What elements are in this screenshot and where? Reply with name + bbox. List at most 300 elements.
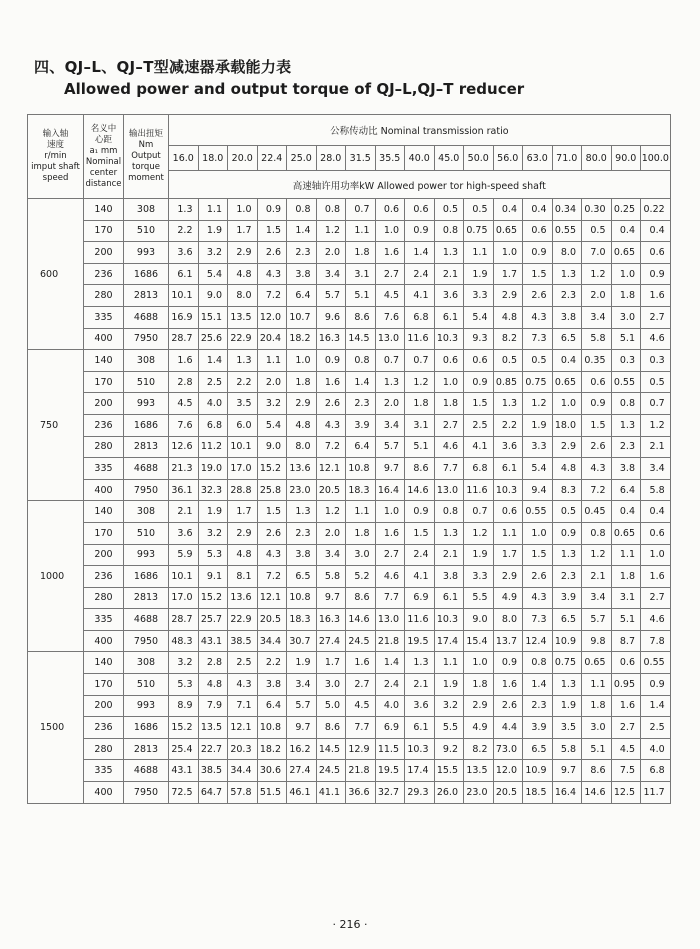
- power-value-cell: 1.2: [405, 371, 435, 393]
- power-value-cell: 1.4: [641, 695, 671, 717]
- power-value-cell: 5.5: [464, 587, 494, 609]
- center-distance-cell: 140: [84, 501, 124, 523]
- power-value-cell: 41.1: [316, 782, 346, 804]
- power-value-cell: 16.3: [316, 609, 346, 631]
- power-value-cell: 0.8: [434, 501, 464, 523]
- input-speed-cell: 1500: [28, 652, 84, 803]
- power-value-cell: 0.9: [523, 242, 553, 264]
- output-torque-cell: 993: [124, 695, 169, 717]
- power-value-cell: 11.6: [464, 479, 494, 501]
- power-value-cell: 12.1: [228, 717, 258, 739]
- power-value-cell: 51.5: [257, 782, 287, 804]
- power-value-cell: 2.3: [346, 393, 376, 415]
- power-value-cell: 5.4: [257, 414, 287, 436]
- power-value-cell: 1.5: [464, 393, 494, 415]
- power-value-cell: 0.8: [523, 652, 553, 674]
- table-row: [28, 717, 671, 739]
- power-value-cell: 4.1: [405, 566, 435, 588]
- power-value-cell: 10.8: [287, 587, 317, 609]
- power-value-cell: 0.9: [405, 220, 435, 242]
- power-value-cell: 13.5: [198, 717, 228, 739]
- power-value-cell: 10.3: [493, 479, 523, 501]
- power-value-cell: 36.6: [346, 782, 376, 804]
- center-distance-cell: 140: [84, 350, 124, 372]
- power-value-cell: 1.0: [611, 263, 641, 285]
- output-torque-cell: 4688: [124, 458, 169, 480]
- power-value-cell: 1.6: [611, 695, 641, 717]
- ratio-cell: 56.0: [493, 146, 523, 171]
- power-value-cell: 18.0: [552, 414, 582, 436]
- power-value-cell: 0.5: [464, 199, 494, 221]
- power-value-cell: 4.8: [228, 544, 258, 566]
- power-value-cell: 1.6: [346, 652, 376, 674]
- power-value-cell: 28.7: [169, 328, 199, 350]
- power-value-cell: 3.8: [434, 566, 464, 588]
- power-value-cell: 1.4: [405, 242, 435, 264]
- output-torque-cell: 308: [124, 652, 169, 674]
- power-value-cell: 4.8: [228, 263, 258, 285]
- power-value-cell: 1.5: [523, 263, 553, 285]
- table-row: [28, 199, 671, 221]
- power-value-cell: 1.3: [552, 263, 582, 285]
- power-value-cell: 2.1: [641, 436, 671, 458]
- header-speed: [28, 115, 84, 199]
- power-value-cell: 6.9: [405, 587, 435, 609]
- power-value-cell: 1.0: [464, 652, 494, 674]
- power-value-cell: 16.4: [552, 782, 582, 804]
- center-distance-cell: 200: [84, 242, 124, 264]
- power-value-cell: 3.6: [169, 242, 199, 264]
- power-value-cell: 0.65: [582, 652, 612, 674]
- power-value-cell: 0.7: [405, 350, 435, 372]
- power-value-cell: 38.5: [198, 760, 228, 782]
- power-value-cell: 1.9: [552, 695, 582, 717]
- power-value-cell: 43.1: [169, 760, 199, 782]
- power-value-cell: 0.7: [375, 350, 405, 372]
- power-value-cell: 7.2: [582, 479, 612, 501]
- power-value-cell: 1.6: [169, 350, 199, 372]
- power-value-cell: 2.0: [257, 371, 287, 393]
- center-distance-cell: 236: [84, 717, 124, 739]
- table-row: [28, 544, 671, 566]
- power-value-cell: 5.2: [346, 566, 376, 588]
- power-value-cell: 5.1: [611, 609, 641, 631]
- power-value-cell: 7.3: [523, 328, 553, 350]
- table-row: [28, 630, 671, 652]
- power-value-cell: 1.1: [434, 652, 464, 674]
- power-value-cell: 12.6: [169, 436, 199, 458]
- power-value-cell: 4.0: [641, 738, 671, 760]
- power-value-cell: 3.5: [552, 717, 582, 739]
- power-value-cell: 3.8: [287, 263, 317, 285]
- power-value-cell: 1.8: [405, 393, 435, 415]
- power-value-cell: 1.9: [464, 263, 494, 285]
- center-distance-cell: 400: [84, 328, 124, 350]
- power-value-cell: 10.9: [552, 630, 582, 652]
- power-value-cell: 1.9: [434, 674, 464, 696]
- power-value-cell: 6.5: [552, 328, 582, 350]
- power-value-cell: 7.2: [257, 566, 287, 588]
- power-value-cell: 30.6: [257, 760, 287, 782]
- table-row: [28, 371, 671, 393]
- power-value-cell: 9.4: [523, 479, 553, 501]
- power-value-cell: 2.7: [375, 544, 405, 566]
- power-value-cell: 0.8: [582, 522, 612, 544]
- center-distance-cell: 335: [84, 760, 124, 782]
- output-torque-cell: 1686: [124, 717, 169, 739]
- power-value-cell: 20.5: [316, 479, 346, 501]
- center-distance-cell: 170: [84, 371, 124, 393]
- table-row: [28, 522, 671, 544]
- power-value-cell: 0.5: [493, 350, 523, 372]
- power-value-cell: 1.3: [169, 199, 199, 221]
- power-value-cell: 73.0: [493, 738, 523, 760]
- ratio-cell: 22.4: [257, 146, 287, 171]
- power-value-cell: 3.1: [405, 414, 435, 436]
- power-value-cell: 0.8: [434, 220, 464, 242]
- power-value-cell: 4.3: [257, 544, 287, 566]
- power-value-cell: 1.8: [582, 695, 612, 717]
- power-value-cell: 0.65: [493, 220, 523, 242]
- power-value-cell: 2.6: [582, 436, 612, 458]
- power-value-cell: 1.5: [405, 522, 435, 544]
- power-value-cell: 2.3: [287, 522, 317, 544]
- power-value-cell: 0.75: [552, 652, 582, 674]
- power-value-cell: 6.5: [523, 738, 553, 760]
- power-value-cell: 18.3: [287, 609, 317, 631]
- power-value-cell: 7.5: [611, 760, 641, 782]
- power-value-cell: 13.7: [493, 630, 523, 652]
- power-value-cell: 5.5: [434, 717, 464, 739]
- output-torque-cell: 1686: [124, 566, 169, 588]
- power-value-cell: 32.3: [198, 479, 228, 501]
- output-torque-cell: 993: [124, 544, 169, 566]
- center-distance-cell: 335: [84, 458, 124, 480]
- power-value-cell: 2.4: [375, 674, 405, 696]
- header-distance-line: 心距: [94, 134, 112, 145]
- power-value-cell: 0.4: [552, 350, 582, 372]
- center-distance-cell: 280: [84, 285, 124, 307]
- output-torque-cell: 4688: [124, 306, 169, 328]
- table-row: [28, 285, 671, 307]
- power-value-cell: 1.3: [493, 393, 523, 415]
- power-value-cell: 8.0: [493, 609, 523, 631]
- power-value-cell: 10.3: [434, 328, 464, 350]
- ratio-cell: 28.0: [316, 146, 346, 171]
- power-value-cell: 1.0: [493, 242, 523, 264]
- header-speed-line: 输入轴: [42, 129, 69, 139]
- power-value-cell: 1.3: [611, 414, 641, 436]
- power-value-cell: 20.5: [493, 782, 523, 804]
- power-value-cell: 5.0: [316, 695, 346, 717]
- power-value-cell: 9.7: [552, 760, 582, 782]
- power-value-cell: 7.7: [434, 458, 464, 480]
- power-value-cell: 9.8: [582, 630, 612, 652]
- power-value-cell: 0.6: [434, 350, 464, 372]
- table-row: [28, 306, 671, 328]
- header-distance-line: Nominal: [85, 156, 122, 167]
- power-value-cell: 2.1: [169, 501, 199, 523]
- power-value-cell: 10.8: [257, 717, 287, 739]
- power-value-cell: 4.1: [464, 436, 494, 458]
- center-distance-cell: 200: [84, 544, 124, 566]
- power-value-cell: 3.4: [641, 458, 671, 480]
- power-value-cell: 2.0: [316, 522, 346, 544]
- header-torque-line: moment: [128, 173, 164, 183]
- power-value-cell: 0.55: [641, 652, 671, 674]
- power-value-cell: 1.5: [257, 220, 287, 242]
- power-value-cell: 3.4: [375, 414, 405, 436]
- power-value-cell: 1.7: [228, 501, 258, 523]
- power-value-cell: 0.3: [641, 350, 671, 372]
- power-value-cell: 1.9: [523, 414, 553, 436]
- power-value-cell: 2.4: [405, 544, 435, 566]
- power-value-cell: 16.2: [287, 738, 317, 760]
- power-value-cell: 3.0: [611, 306, 641, 328]
- output-torque-cell: 2813: [124, 285, 169, 307]
- power-value-cell: 6.1: [169, 263, 199, 285]
- power-value-cell: 1.8: [346, 522, 376, 544]
- power-value-cell: 17.0: [169, 587, 199, 609]
- power-value-cell: 16.3: [316, 328, 346, 350]
- power-value-cell: 7.7: [346, 717, 376, 739]
- power-value-cell: 8.0: [287, 436, 317, 458]
- power-value-cell: 2.7: [434, 414, 464, 436]
- power-value-cell: 15.2: [169, 717, 199, 739]
- output-torque-cell: 308: [124, 501, 169, 523]
- power-value-cell: 18.5: [523, 782, 553, 804]
- power-value-cell: 2.9: [228, 522, 258, 544]
- power-value-cell: 4.3: [228, 674, 258, 696]
- power-value-cell: 0.6: [375, 199, 405, 221]
- power-value-cell: 1.5: [582, 414, 612, 436]
- table-row: [28, 566, 671, 588]
- power-value-cell: 6.8: [641, 760, 671, 782]
- power-value-cell: 3.2: [257, 393, 287, 415]
- header-torque: [124, 115, 169, 199]
- table-row: [28, 393, 671, 415]
- power-value-cell: 9.2: [434, 738, 464, 760]
- power-value-cell: 1.0: [434, 371, 464, 393]
- power-value-cell: 8.6: [405, 458, 435, 480]
- power-value-cell: 0.8: [611, 393, 641, 415]
- power-value-cell: 3.0: [582, 717, 612, 739]
- power-value-cell: 2.1: [434, 544, 464, 566]
- power-value-cell: 1.2: [464, 522, 494, 544]
- power-value-cell: 1.3: [287, 501, 317, 523]
- power-value-cell: 6.4: [346, 436, 376, 458]
- power-value-cell: 1.2: [582, 544, 612, 566]
- power-value-cell: 4.0: [375, 695, 405, 717]
- power-value-cell: 2.9: [493, 285, 523, 307]
- ratio-cell: 16.0: [169, 146, 199, 171]
- power-value-cell: 0.8: [346, 350, 376, 372]
- power-value-cell: 2.0: [375, 393, 405, 415]
- power-value-cell: 1.6: [375, 242, 405, 264]
- power-value-cell: 13.6: [287, 458, 317, 480]
- power-value-cell: 0.65: [611, 522, 641, 544]
- power-value-cell: 1.7: [228, 220, 258, 242]
- power-value-cell: 24.5: [346, 630, 376, 652]
- power-value-cell: 1.1: [493, 522, 523, 544]
- power-value-cell: 9.6: [316, 306, 346, 328]
- power-value-cell: 20.4: [257, 328, 287, 350]
- power-value-cell: 5.3: [169, 674, 199, 696]
- power-value-cell: 10.9: [523, 760, 553, 782]
- power-value-cell: 15.2: [198, 587, 228, 609]
- power-value-cell: 24.5: [316, 760, 346, 782]
- power-value-cell: 4.5: [346, 695, 376, 717]
- power-value-cell: 34.4: [257, 630, 287, 652]
- power-value-cell: 4.5: [169, 393, 199, 415]
- power-value-cell: 2.6: [493, 695, 523, 717]
- power-value-cell: 1.2: [316, 220, 346, 242]
- power-value-cell: 5.3: [198, 544, 228, 566]
- power-value-cell: 4.3: [316, 414, 346, 436]
- power-value-cell: 2.3: [552, 566, 582, 588]
- power-value-cell: 0.35: [582, 350, 612, 372]
- power-value-cell: 3.2: [198, 242, 228, 264]
- power-value-cell: 4.6: [375, 566, 405, 588]
- power-value-cell: 6.8: [464, 458, 494, 480]
- power-value-cell: 7.0: [582, 242, 612, 264]
- power-value-cell: 1.2: [523, 393, 553, 415]
- power-value-cell: 1.2: [641, 414, 671, 436]
- power-value-cell: 0.22: [641, 199, 671, 221]
- power-value-cell: 1.6: [493, 674, 523, 696]
- power-value-cell: 6.4: [611, 479, 641, 501]
- ratio-cell: 25.0: [287, 146, 317, 171]
- power-value-cell: 7.3: [523, 609, 553, 631]
- power-value-cell: 16.9: [169, 306, 199, 328]
- header-torque-line: torque: [132, 162, 160, 172]
- power-value-cell: 0.6: [611, 652, 641, 674]
- input-speed-cell: 1000: [28, 501, 84, 652]
- power-value-cell: 6.9: [375, 717, 405, 739]
- power-value-cell: 6.1: [434, 587, 464, 609]
- power-value-cell: 5.1: [346, 285, 376, 307]
- power-value-cell: 20.3: [228, 738, 258, 760]
- power-value-cell: 19.5: [405, 630, 435, 652]
- power-value-cell: 2.7: [375, 263, 405, 285]
- power-value-cell: 1.0: [375, 220, 405, 242]
- power-value-cell: 7.2: [257, 285, 287, 307]
- power-value-cell: 3.2: [434, 695, 464, 717]
- power-value-cell: 3.4: [316, 544, 346, 566]
- power-value-cell: 2.1: [434, 263, 464, 285]
- power-value-cell: 3.2: [198, 522, 228, 544]
- power-value-cell: 5.8: [641, 479, 671, 501]
- header-power-title: 高速轴许用功率kW Allowed power tor high-speed shaft: [169, 171, 671, 199]
- power-value-cell: 15.4: [464, 630, 494, 652]
- power-value-cell: 0.6: [582, 371, 612, 393]
- power-value-cell: 2.5: [464, 414, 494, 436]
- power-value-cell: 6.5: [552, 609, 582, 631]
- power-value-cell: 25.6: [198, 328, 228, 350]
- power-value-cell: 1.5: [257, 501, 287, 523]
- ratio-cell: 45.0: [434, 146, 464, 171]
- power-value-cell: 0.9: [582, 393, 612, 415]
- power-value-cell: 17.0: [228, 458, 258, 480]
- power-value-cell: 27.4: [316, 630, 346, 652]
- power-value-cell: 28.7: [169, 609, 199, 631]
- power-value-cell: 1.0: [287, 350, 317, 372]
- power-value-cell: 0.75: [464, 220, 494, 242]
- power-value-cell: 5.7: [287, 695, 317, 717]
- power-value-cell: 4.3: [257, 263, 287, 285]
- power-value-cell: 3.0: [316, 674, 346, 696]
- output-torque-cell: 4688: [124, 760, 169, 782]
- ratio-cell: 35.5: [375, 146, 405, 171]
- power-value-cell: 64.7: [198, 782, 228, 804]
- power-value-cell: 0.55: [523, 501, 553, 523]
- power-value-cell: 1.2: [316, 501, 346, 523]
- power-value-cell: 1.4: [523, 674, 553, 696]
- power-value-cell: 2.5: [228, 652, 258, 674]
- power-value-cell: 7.1: [228, 695, 258, 717]
- power-value-cell: 2.6: [316, 393, 346, 415]
- power-value-cell: 1.4: [375, 652, 405, 674]
- power-value-cell: 4.5: [375, 285, 405, 307]
- ratio-cell: 40.0: [405, 146, 435, 171]
- power-value-cell: 4.4: [493, 717, 523, 739]
- power-value-cell: 0.5: [434, 199, 464, 221]
- header-torque-line: Nm: [138, 140, 154, 150]
- power-value-cell: 1.8: [611, 285, 641, 307]
- power-value-cell: 2.3: [287, 242, 317, 264]
- power-value-cell: 3.8: [287, 544, 317, 566]
- output-torque-cell: 510: [124, 220, 169, 242]
- power-value-cell: 2.1: [582, 566, 612, 588]
- power-value-cell: 0.7: [641, 393, 671, 415]
- output-torque-cell: 1686: [124, 414, 169, 436]
- power-value-cell: 0.85: [493, 371, 523, 393]
- power-value-cell: 57.8: [228, 782, 258, 804]
- ratio-cell: 20.0: [228, 146, 258, 171]
- output-torque-cell: 308: [124, 199, 169, 221]
- header-distance-line: 名义中: [90, 123, 117, 134]
- power-value-cell: 3.6: [405, 695, 435, 717]
- power-value-cell: 23.0: [287, 479, 317, 501]
- power-value-cell: 0.6: [493, 501, 523, 523]
- power-value-cell: 8.0: [552, 242, 582, 264]
- ratio-cell: 100.0: [641, 146, 671, 171]
- header-distance-line: center: [89, 167, 118, 178]
- power-value-cell: 4.0: [198, 393, 228, 415]
- power-value-cell: 1.9: [464, 544, 494, 566]
- power-value-cell: 9.3: [464, 328, 494, 350]
- power-value-cell: 28.8: [228, 479, 258, 501]
- power-value-cell: 6.5: [287, 566, 317, 588]
- power-value-cell: 18.2: [287, 328, 317, 350]
- power-value-cell: 1.3: [434, 522, 464, 544]
- power-value-cell: 0.9: [464, 371, 494, 393]
- center-distance-cell: 140: [84, 652, 124, 674]
- power-value-cell: 4.1: [405, 285, 435, 307]
- table-row: [28, 501, 671, 523]
- table-row: [28, 220, 671, 242]
- power-value-cell: 1.4: [287, 220, 317, 242]
- power-value-cell: 2.9: [464, 695, 494, 717]
- ratio-cell: 71.0: [552, 146, 582, 171]
- table-row: [28, 263, 671, 285]
- power-value-cell: 2.5: [641, 717, 671, 739]
- power-value-cell: 1.8: [464, 674, 494, 696]
- power-value-cell: 0.25: [611, 199, 641, 221]
- power-value-cell: 1.3: [405, 652, 435, 674]
- power-value-cell: 3.4: [316, 263, 346, 285]
- power-value-cell: 2.2: [257, 652, 287, 674]
